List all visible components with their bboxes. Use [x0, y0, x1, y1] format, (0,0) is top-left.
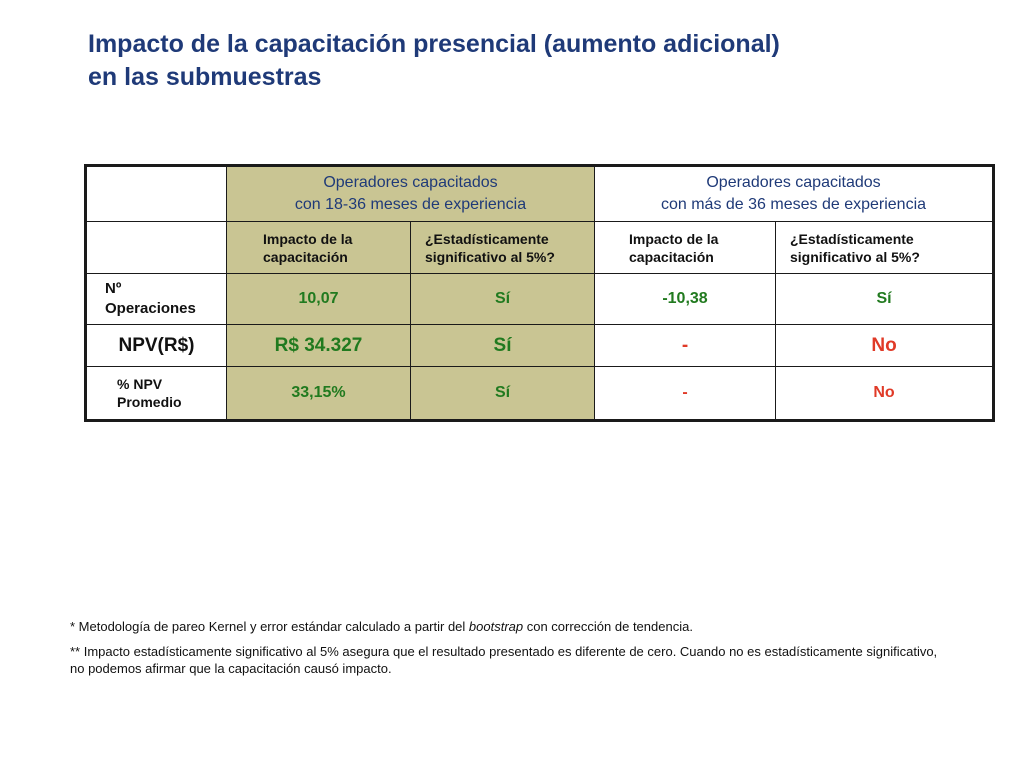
subheader-significant-g2 — [776, 222, 994, 274]
slide-title — [88, 28, 968, 94]
subheader-impact-g2 — [595, 222, 776, 274]
cell-g2-significant: Sí — [776, 274, 994, 325]
cell-g2-impact: - — [595, 325, 776, 367]
row-label-npv: NPV(R$) — [86, 325, 227, 367]
subheader-impact-g1-line1: Impacto de la — [263, 230, 353, 247]
subheader-impact-g1 — [227, 222, 411, 274]
footnote-methodology-text-start: * Metodología de pareo Kernel y error estándar calculado a partir del — [70, 619, 469, 634]
group-header-18-36 — [227, 166, 595, 222]
slide-title-line2: en las submuestras — [88, 63, 322, 91]
subheader-row — [86, 222, 994, 274]
table-row — [86, 367, 994, 421]
cell-g1-impact: R$ 34.327 — [227, 325, 411, 367]
group-header-18-36-line1: Operadores capacitados — [323, 174, 498, 191]
table-row — [86, 325, 994, 367]
footnote-methodology — [70, 618, 950, 635]
group-header-over-36 — [595, 166, 994, 222]
empty-subheader-cell — [86, 222, 227, 274]
cell-g1-significant: Sí — [411, 325, 595, 367]
slide-title-line1: Impacto de la capacitación presencial (aumento adicional) — [88, 30, 780, 58]
cell-g2-impact: -10,38 — [595, 274, 776, 325]
table-row — [86, 274, 994, 325]
subheader-impact-g2-line1: Impacto de la — [629, 230, 719, 247]
group-header-row — [86, 166, 994, 222]
row-label-operaciones-line2: Operaciones — [105, 300, 196, 317]
footnote-methodology-italic: bootstrap — [468, 619, 524, 634]
results-table — [84, 164, 995, 422]
subheader-significant-g1-line2: significativo al 5%? — [425, 248, 555, 265]
subheader-significant-g2-line2: significativo al 5%? — [790, 248, 920, 265]
row-label-operaciones — [86, 274, 227, 325]
group-header-18-36-line2: con 18-36 meses de experiencia — [294, 196, 527, 213]
footnote-significance: ** Impacto estadísticamente significativo al 5% asegura que el resultado presentado es diferente de cero. Cuando no es estadísticamente significativo, no podemos afirmar que la capacitación causó impacto. — [70, 644, 938, 676]
row-label-npv-promedio-line2: Promedio — [117, 394, 182, 410]
cell-g2-significant: No — [776, 367, 994, 421]
empty-corner-cell — [86, 166, 227, 222]
row-label-operaciones-line1: Nº — [105, 280, 122, 297]
subheader-impact-g1-line2: capacitación — [263, 248, 348, 265]
cell-g2-significant: No — [776, 325, 994, 367]
subheader-significant-g1 — [411, 222, 595, 274]
footnote-methodology-text-end: con corrección de tendencia. — [523, 619, 693, 634]
subheader-significant-g1-line1: ¿Estadísticamente — [425, 230, 549, 247]
cell-g1-impact: 33,15% — [227, 367, 411, 421]
cell-g1-significant: Sí — [411, 274, 595, 325]
group-header-over-36-line1: Operadores capacitados — [706, 174, 881, 191]
subheader-significant-g2-line1: ¿Estadísticamente — [790, 230, 914, 247]
footnotes — [70, 618, 950, 685]
cell-g2-impact: - — [595, 367, 776, 421]
group-header-over-36-line2: con más de 36 meses de experiencia — [660, 196, 927, 213]
subheader-impact-g2-line2: capacitación — [629, 248, 714, 265]
cell-g1-significant: Sí — [411, 367, 595, 421]
cell-g1-impact: 10,07 — [227, 274, 411, 325]
row-label-npv-promedio-line1: % NPV — [117, 376, 163, 392]
row-label-npv-promedio — [86, 367, 227, 421]
